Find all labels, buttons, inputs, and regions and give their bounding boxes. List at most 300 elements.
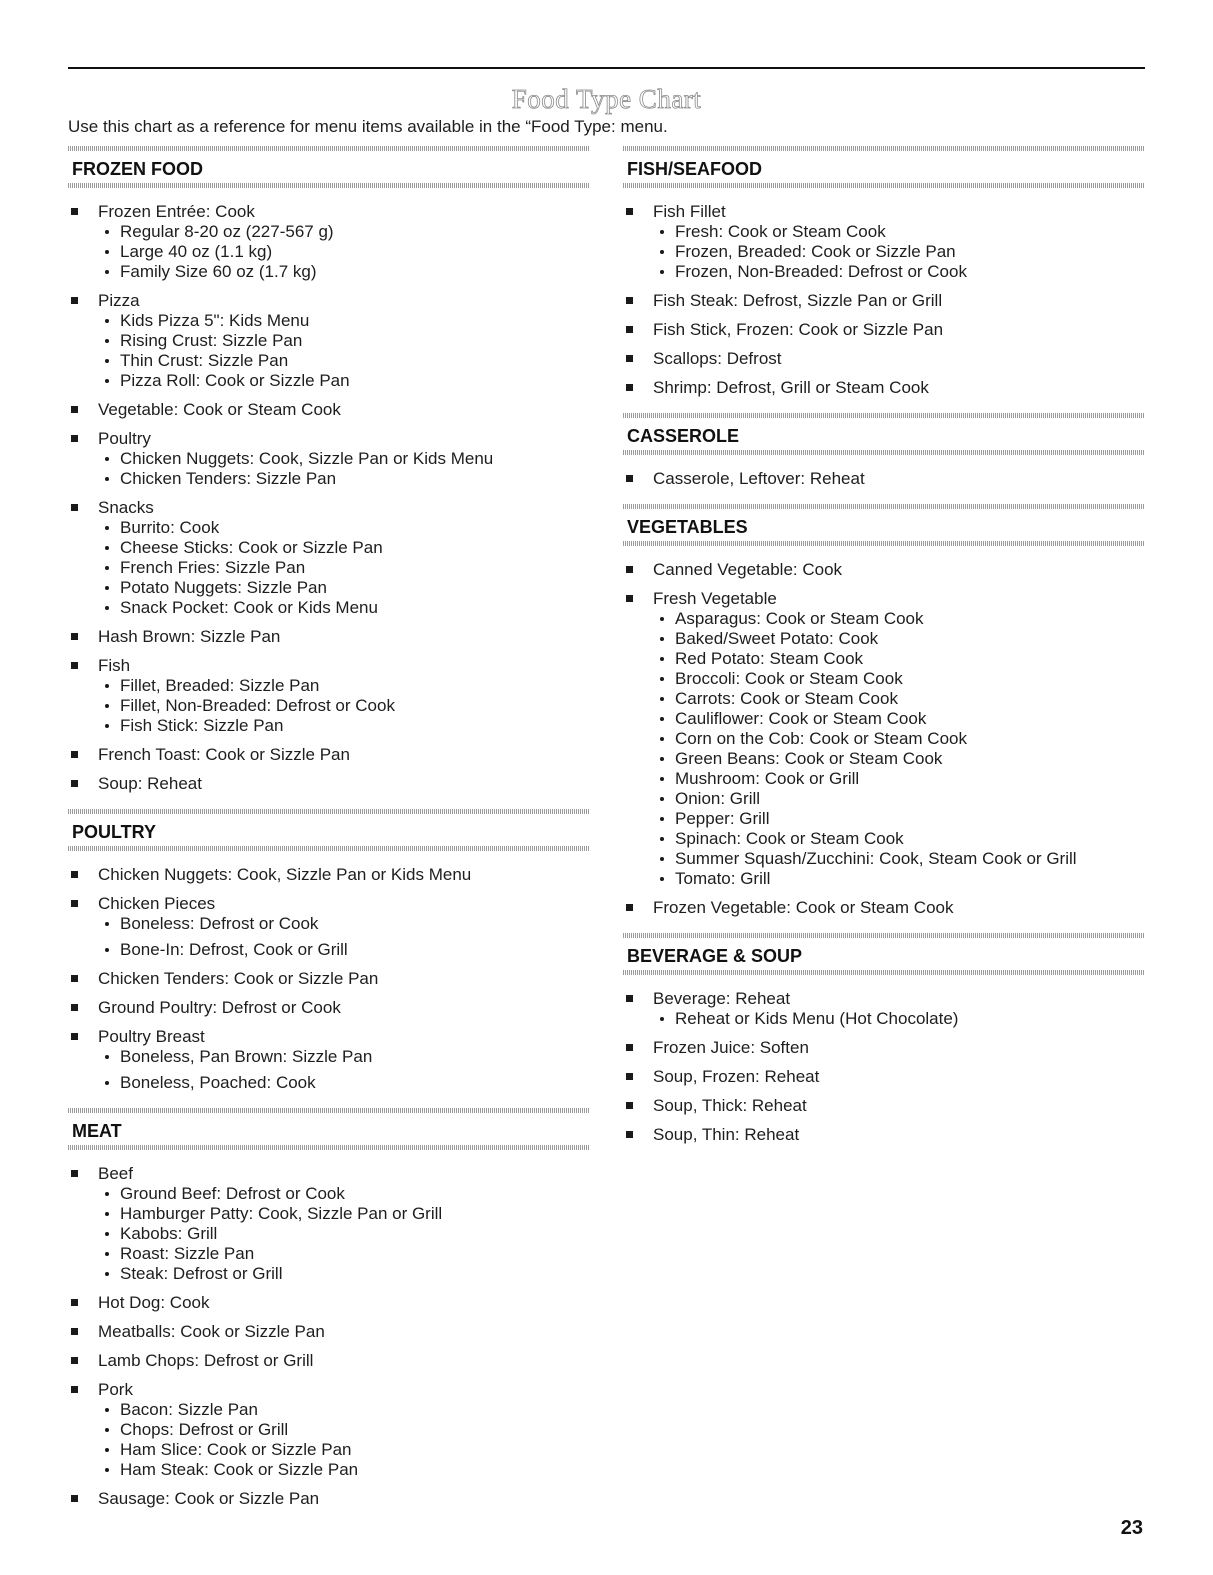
list-item <box>623 1096 1145 1116</box>
square-bullet-icon <box>626 1102 633 1109</box>
sub-list-item <box>653 789 1145 809</box>
list-item <box>68 400 590 420</box>
list-item <box>68 1380 590 1480</box>
sub-item-label: Carrots: Cook or Steam Cook <box>675 689 898 708</box>
list-item <box>623 560 1145 580</box>
square-bullet-icon <box>71 1004 78 1011</box>
sub-item-label: Steak: Defrost or Grill <box>120 1264 283 1283</box>
round-bullet-icon <box>105 477 109 481</box>
round-bullet-icon <box>105 1448 109 1452</box>
item-label: Hash Brown: Sizzle Pan <box>98 627 281 646</box>
item-label: French Toast: Cook or Sizzle Pan <box>98 745 350 764</box>
square-bullet-icon <box>626 208 633 215</box>
sub-item-label: Bone-In: Defrost, Cook or Grill <box>120 940 348 959</box>
square-bullet-icon <box>71 208 78 215</box>
square-bullet-icon <box>71 900 78 907</box>
sub-list-item <box>653 769 1145 789</box>
list-item <box>623 589 1145 889</box>
sub-list-item <box>98 242 590 262</box>
section-title: POULTRY <box>72 822 156 842</box>
round-bullet-icon <box>660 677 664 681</box>
header-band-bottom <box>68 183 590 188</box>
round-bullet-icon <box>105 546 109 550</box>
sub-list <box>98 222 590 282</box>
round-bullet-icon <box>105 1252 109 1256</box>
list-item <box>623 469 1145 489</box>
round-bullet-icon <box>105 250 109 254</box>
round-bullet-icon <box>660 797 664 801</box>
list-item <box>68 1164 590 1284</box>
header-band-top <box>623 413 1145 418</box>
sub-item-label: Chicken Nuggets: Cook, Sizzle Pan or Kids Menu <box>120 449 494 468</box>
header-band-top <box>623 933 1145 938</box>
sub-item-label: Pepper: Grill <box>675 809 770 828</box>
round-bullet-icon <box>660 617 664 621</box>
left-column <box>68 146 590 1524</box>
sub-list-item <box>653 609 1145 629</box>
sub-item-label: Fillet, Non-Breaded: Defrost or Cook <box>120 696 395 715</box>
section-frozen-food <box>68 146 590 809</box>
sub-list-item <box>98 696 590 716</box>
round-bullet-icon <box>105 948 109 952</box>
item-label: Soup, Thin: Reheat <box>653 1125 800 1144</box>
sub-item-label: Cauliflower: Cook or Steam Cook <box>675 709 927 728</box>
sub-item-label: Cheese Sticks: Cook or Sizzle Pan <box>120 538 383 557</box>
round-bullet-icon <box>105 1428 109 1432</box>
round-bullet-icon <box>660 1017 664 1021</box>
section-header <box>623 933 1145 975</box>
list-item <box>623 1125 1145 1145</box>
round-bullet-icon <box>105 1232 109 1236</box>
sub-list-item <box>98 914 590 934</box>
sub-list-item <box>98 1204 590 1224</box>
square-bullet-icon <box>626 355 633 362</box>
round-bullet-icon <box>105 1192 109 1196</box>
section-header <box>623 146 1145 188</box>
list-item <box>68 998 590 1018</box>
sub-list-item <box>98 1460 590 1480</box>
sub-item-label: Summer Squash/Zucchini: Cook, Steam Cook or Grill <box>675 849 1077 868</box>
sub-item-label: Roast: Sizzle Pan <box>120 1244 255 1263</box>
sub-list-item <box>98 371 590 391</box>
square-bullet-icon <box>626 995 633 1002</box>
round-bullet-icon <box>660 737 664 741</box>
sub-list <box>653 222 1145 282</box>
item-label: Shrimp: Defrost, Grill or Steam Cook <box>653 378 929 397</box>
header-band-top <box>68 1108 590 1113</box>
round-bullet-icon <box>105 379 109 383</box>
round-bullet-icon <box>105 359 109 363</box>
sub-item-label: Reheat or Kids Menu (Hot Chocolate) <box>675 1009 959 1028</box>
item-label: Poultry <box>98 429 151 448</box>
round-bullet-icon <box>105 526 109 530</box>
list-item <box>68 656 590 736</box>
list-item <box>68 1027 590 1093</box>
sub-list-item <box>653 1009 1145 1029</box>
item-label: Chicken Nuggets: Cook, Sizzle Pan or Kids Menu <box>98 865 472 884</box>
square-bullet-icon <box>71 1299 78 1306</box>
sub-item-label: Mushroom: Cook or Grill <box>675 769 860 788</box>
item-label: Canned Vegetable: Cook <box>653 560 843 579</box>
list-item <box>68 1322 590 1342</box>
list-item <box>68 774 590 794</box>
sub-item-label: Fresh: Cook or Steam Cook <box>675 222 886 241</box>
sub-list-item <box>98 311 590 331</box>
section-fish-seafood <box>623 146 1145 413</box>
sub-item-label: Corn on the Cob: Cook or Steam Cook <box>675 729 967 748</box>
round-bullet-icon <box>105 606 109 610</box>
round-bullet-icon <box>105 1408 109 1412</box>
sub-item-label: Broccoli: Cook or Steam Cook <box>675 669 903 688</box>
square-bullet-icon <box>626 566 633 573</box>
sub-list <box>98 676 590 736</box>
round-bullet-icon <box>660 857 664 861</box>
sub-list-item <box>98 558 590 578</box>
square-bullet-icon <box>71 1328 78 1335</box>
sub-list <box>653 609 1145 889</box>
sub-list-item <box>653 809 1145 829</box>
sub-list-item <box>98 1224 590 1244</box>
sub-list-item <box>653 629 1145 649</box>
sub-item-label: Potato Nuggets: Sizzle Pan <box>120 578 327 597</box>
sub-list-item <box>98 1420 590 1440</box>
section-casserole <box>623 413 1145 504</box>
section-header <box>68 1108 590 1150</box>
list-item <box>68 969 590 989</box>
sub-item-label: Rising Crust: Sizzle Pan <box>120 331 303 350</box>
square-bullet-icon <box>626 297 633 304</box>
sub-item-label: Ham Steak: Cook or Sizzle Pan <box>120 1460 359 1479</box>
section-spacer <box>68 1518 590 1524</box>
item-label: Poultry Breast <box>98 1027 205 1046</box>
header-band-bottom <box>623 183 1145 188</box>
sub-list-item <box>653 749 1145 769</box>
section-title: FISH/SEAFOOD <box>627 159 763 179</box>
round-bullet-icon <box>660 697 664 701</box>
sub-item-label: Ham Slice: Cook or Sizzle Pan <box>120 1440 352 1459</box>
section-beverage-soup <box>623 933 1145 1160</box>
square-bullet-icon <box>71 1386 78 1393</box>
sub-item-label: Frozen, Breaded: Cook or Sizzle Pan <box>675 242 956 261</box>
sub-list-item <box>98 598 590 618</box>
sub-item-label: Onion: Grill <box>675 789 761 808</box>
header-band-top <box>68 146 590 151</box>
sub-list-item <box>653 222 1145 242</box>
sub-list-item <box>98 449 590 469</box>
sub-list-item <box>98 1073 590 1093</box>
page-number: 23 <box>1120 1517 1143 1539</box>
item-label: Vegetable: Cook or Steam Cook <box>98 400 341 419</box>
round-bullet-icon <box>660 837 664 841</box>
sub-item-label: Thin Crust: Sizzle Pan <box>120 351 289 370</box>
square-bullet-icon <box>626 595 633 602</box>
intro-text: Use this chart as a reference for menu items available in the “Food Type: menu. <box>68 117 668 136</box>
header-band-top <box>623 146 1145 151</box>
sub-list <box>98 518 590 618</box>
square-bullet-icon <box>626 904 633 911</box>
sub-list-item <box>98 1047 590 1067</box>
page-title: Food Type Chart <box>511 84 702 114</box>
list-item <box>68 429 590 489</box>
square-bullet-icon <box>71 871 78 878</box>
sub-list-item <box>98 351 590 371</box>
list-item <box>68 291 590 391</box>
round-bullet-icon <box>660 777 664 781</box>
square-bullet-icon <box>71 1170 78 1177</box>
sub-item-label: Boneless, Poached: Cook <box>120 1073 316 1092</box>
round-bullet-icon <box>660 637 664 641</box>
square-bullet-icon <box>71 1495 78 1502</box>
round-bullet-icon <box>105 1212 109 1216</box>
sub-list-item <box>653 689 1145 709</box>
item-label: Fish Stick, Frozen: Cook or Sizzle Pan <box>653 320 944 339</box>
sub-list-item <box>98 469 590 489</box>
round-bullet-icon <box>105 566 109 570</box>
item-label: Soup: Reheat <box>98 774 202 793</box>
sub-item-label: Kids Pizza 5": Kids Menu <box>120 311 310 330</box>
sub-list-item <box>98 1400 590 1420</box>
list-item <box>623 1067 1145 1087</box>
round-bullet-icon <box>660 877 664 881</box>
square-bullet-icon <box>71 1033 78 1040</box>
item-label: Frozen Entrée: Cook <box>98 202 255 221</box>
round-bullet-icon <box>660 757 664 761</box>
round-bullet-icon <box>105 922 109 926</box>
sub-item-label: Kabobs: Grill <box>120 1224 218 1243</box>
sub-item-label: Large 40 oz (1.1 kg) <box>120 242 273 261</box>
sub-item-label: Boneless: Defrost or Cook <box>120 914 319 933</box>
list-item <box>68 745 590 765</box>
item-label: Casserole, Leftover: Reheat <box>653 469 865 488</box>
round-bullet-icon <box>660 717 664 721</box>
sub-list-item <box>98 1244 590 1264</box>
list-item <box>68 1351 590 1371</box>
sub-item-label: Red Potato: Steam Cook <box>675 649 864 668</box>
list-item <box>68 1489 590 1509</box>
sub-item-label: Regular 8-20 oz (227-567 g) <box>120 222 334 241</box>
list-item <box>623 378 1145 398</box>
list-item <box>623 349 1145 369</box>
round-bullet-icon <box>105 1468 109 1472</box>
square-bullet-icon <box>71 406 78 413</box>
item-label: Soup, Thick: Reheat <box>653 1096 807 1115</box>
round-bullet-icon <box>105 586 109 590</box>
item-label: Soup, Frozen: Reheat <box>653 1067 820 1086</box>
round-bullet-icon <box>660 230 664 234</box>
square-bullet-icon <box>71 751 78 758</box>
list-item <box>68 202 590 282</box>
sub-item-label: Chicken Tenders: Sizzle Pan <box>120 469 337 488</box>
sub-item-label: Family Size 60 oz (1.7 kg) <box>120 262 317 281</box>
round-bullet-icon <box>105 1272 109 1276</box>
section-header <box>623 413 1145 455</box>
round-bullet-icon <box>660 817 664 821</box>
list-item <box>623 1038 1145 1058</box>
item-label: Fish Fillet <box>653 202 726 221</box>
round-bullet-icon <box>105 684 109 688</box>
list-item <box>68 627 590 647</box>
sub-item-label: Bacon: Sizzle Pan <box>120 1400 258 1419</box>
header-band-bottom <box>68 846 590 851</box>
section-title: CASSEROLE <box>627 426 740 446</box>
right-column <box>623 146 1145 1160</box>
sub-item-label: Hamburger Patty: Cook, Sizzle Pan or Grill <box>120 1204 443 1223</box>
sub-list-item <box>653 242 1145 262</box>
item-label: Chicken Tenders: Cook or Sizzle Pan <box>98 969 379 988</box>
header-band-top <box>623 504 1145 509</box>
list-item <box>623 291 1145 311</box>
list-item <box>623 202 1145 282</box>
item-label: Beverage: Reheat <box>653 989 791 1008</box>
sub-item-label: Ground Beef: Defrost or Cook <box>120 1184 345 1203</box>
sub-item-label: Pizza Roll: Cook or Sizzle Pan <box>120 371 350 390</box>
sub-list <box>98 311 590 391</box>
sub-list <box>653 1009 1145 1029</box>
square-bullet-icon <box>626 384 633 391</box>
item-label: Scallops: Defrost <box>653 349 782 368</box>
sub-list-item <box>98 538 590 558</box>
list-item <box>623 989 1145 1029</box>
item-label: Lamb Chops: Defrost or Grill <box>98 1351 314 1370</box>
sub-item-label: Chops: Defrost or Grill <box>120 1420 289 1439</box>
top-rule <box>68 67 1145 69</box>
sub-list <box>98 449 590 489</box>
item-label: Sausage: Cook or Sizzle Pan <box>98 1489 320 1508</box>
header-band-bottom <box>623 450 1145 455</box>
item-label: Pizza <box>98 291 140 310</box>
square-bullet-icon <box>626 475 633 482</box>
round-bullet-icon <box>660 250 664 254</box>
sub-list-item <box>98 222 590 242</box>
sub-item-label: Asparagus: Cook or Steam Cook <box>675 609 924 628</box>
section-title: FROZEN FOOD <box>72 159 203 179</box>
sub-list-item <box>98 940 590 960</box>
square-bullet-icon <box>71 662 78 669</box>
square-bullet-icon <box>71 297 78 304</box>
square-bullet-icon <box>626 1073 633 1080</box>
item-label: Fish <box>98 656 131 675</box>
round-bullet-icon <box>105 457 109 461</box>
item-label: Chicken Pieces <box>98 894 216 913</box>
sub-item-label: Frozen, Non-Breaded: Defrost or Cook <box>675 262 967 281</box>
sub-item-label: Snack Pocket: Cook or Kids Menu <box>120 598 378 617</box>
section-meat <box>68 1108 590 1524</box>
square-bullet-icon <box>71 504 78 511</box>
sub-item-label: Baked/Sweet Potato: Cook <box>675 629 879 648</box>
item-label: Beef <box>98 1164 133 1183</box>
sub-list-item <box>653 869 1145 889</box>
sub-item-label: French Fries: Sizzle Pan <box>120 558 306 577</box>
list-item <box>623 320 1145 340</box>
list-item <box>68 1293 590 1313</box>
sub-list-item <box>653 729 1145 749</box>
sub-list-item <box>98 716 590 736</box>
sub-list-item <box>98 1184 590 1204</box>
square-bullet-icon <box>71 633 78 640</box>
square-bullet-icon <box>71 435 78 442</box>
round-bullet-icon <box>105 319 109 323</box>
sub-list <box>98 1184 590 1284</box>
square-bullet-icon <box>626 1131 633 1138</box>
sub-list <box>98 914 590 960</box>
section-title: BEVERAGE & SOUP <box>627 946 803 966</box>
sub-item-label: Fillet, Breaded: Sizzle Pan <box>120 676 320 695</box>
section-poultry <box>68 809 590 1108</box>
list-item <box>68 498 590 618</box>
section-title: MEAT <box>72 1121 122 1141</box>
sub-list-item <box>98 518 590 538</box>
sub-item-label: Green Beans: Cook or Steam Cook <box>675 749 943 768</box>
list-item <box>68 894 590 960</box>
section-header <box>68 146 590 188</box>
sub-list-item <box>98 676 590 696</box>
sub-list-item <box>653 262 1145 282</box>
square-bullet-icon <box>71 975 78 982</box>
sub-list <box>98 1400 590 1480</box>
item-label: Hot Dog: Cook <box>98 1293 210 1312</box>
round-bullet-icon <box>105 270 109 274</box>
sub-item-label: Spinach: Cook or Steam Cook <box>675 829 904 848</box>
item-label: Fresh Vegetable <box>653 589 777 608</box>
round-bullet-icon <box>105 704 109 708</box>
sub-item-label: Burrito: Cook <box>120 518 220 537</box>
square-bullet-icon <box>626 1044 633 1051</box>
header-band-bottom <box>623 970 1145 975</box>
item-label: Meatballs: Cook or Sizzle Pan <box>98 1322 325 1341</box>
square-bullet-icon <box>626 326 633 333</box>
sub-list-item <box>653 669 1145 689</box>
sub-list-item <box>98 262 590 282</box>
list-item <box>68 865 590 885</box>
header-band-top <box>68 809 590 814</box>
round-bullet-icon <box>105 339 109 343</box>
round-bullet-icon <box>660 270 664 274</box>
section-vegetables <box>623 504 1145 933</box>
list-item <box>623 898 1145 918</box>
sub-item-label: Boneless, Pan Brown: Sizzle Pan <box>120 1047 373 1066</box>
header-band-bottom <box>68 1145 590 1150</box>
sub-list-item <box>653 649 1145 669</box>
sub-list-item <box>98 578 590 598</box>
item-label: Pork <box>98 1380 133 1399</box>
sub-item-label: Tomato: Grill <box>675 869 771 888</box>
round-bullet-icon <box>105 230 109 234</box>
item-label: Frozen Juice: Soften <box>653 1038 809 1057</box>
round-bullet-icon <box>660 657 664 661</box>
item-label: Fish Steak: Defrost, Sizzle Pan or Grill <box>653 291 943 310</box>
header-band-bottom <box>623 541 1145 546</box>
section-header <box>623 504 1145 546</box>
square-bullet-icon <box>71 1357 78 1364</box>
round-bullet-icon <box>105 1055 109 1059</box>
sub-list-item <box>98 1264 590 1284</box>
sub-list-item <box>653 829 1145 849</box>
sub-list-item <box>653 709 1145 729</box>
sub-item-label: Fish Stick: Sizzle Pan <box>120 716 284 735</box>
sub-list-item <box>98 331 590 351</box>
section-title: VEGETABLES <box>627 517 748 537</box>
sub-list-item <box>98 1440 590 1460</box>
sub-list-item <box>653 849 1145 869</box>
square-bullet-icon <box>71 780 78 787</box>
round-bullet-icon <box>105 724 109 728</box>
round-bullet-icon <box>105 1081 109 1085</box>
sub-list <box>98 1047 590 1093</box>
section-spacer <box>623 1154 1145 1160</box>
item-label: Snacks <box>98 498 154 517</box>
item-label: Frozen Vegetable: Cook or Steam Cook <box>653 898 954 917</box>
section-header <box>68 809 590 851</box>
